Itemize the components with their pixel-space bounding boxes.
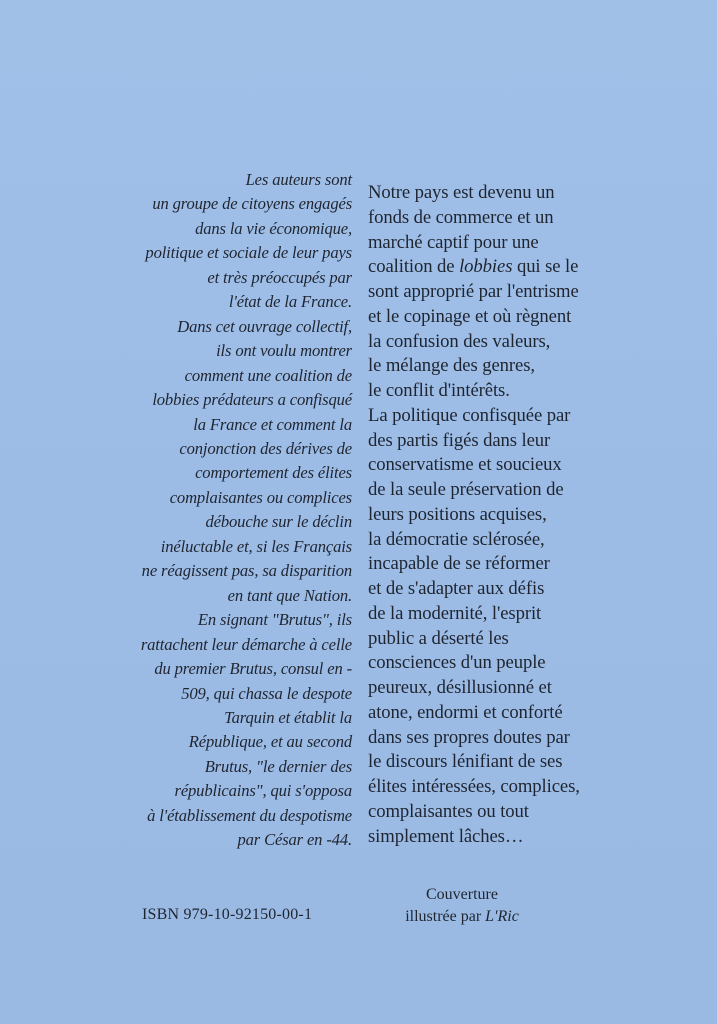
book-summary-line: consciences d'un peuple	[368, 652, 546, 674]
authors-blurb-line: du premier Brutus, consul en -	[154, 659, 352, 679]
book-summary-line: dans ses propres doutes par	[368, 726, 570, 748]
authors-blurb-line: dans la vie économique,	[195, 218, 352, 238]
cover-credit-line	[380, 906, 544, 928]
authors-blurb-line: inéluctable et, si les Français	[160, 536, 352, 556]
cover-credit-prefix: illustrée par	[405, 908, 486, 925]
authors-blurb-line: politique et sociale de leur pays	[145, 243, 352, 263]
authors-blurb-line: en tant que Nation.	[227, 585, 352, 605]
authors-blurb-line: Les auteurs sont	[245, 170, 352, 189]
book-summary-line: marché captif pour une	[368, 231, 539, 253]
authors-blurb-line: républicains", qui s'opposa	[174, 781, 352, 801]
book-summary-line: le discours lénifiant de ses	[368, 751, 563, 773]
book-summary-line	[368, 255, 638, 280]
book-summary-line: le mélange des genres,	[368, 355, 535, 377]
book-summary-line: et de s'adapter aux défis	[368, 578, 545, 599]
isbn-number: ISBN 979-10-92150-00-1	[142, 906, 313, 923]
authors-blurb-line: Dans cet ouvrage collectif,	[177, 316, 352, 336]
authors-blurb-line: Brutus, "le dernier des	[204, 756, 352, 776]
authors-blurb-line: à l'établissement du despotisme	[147, 805, 352, 825]
authors-blurb-line: Tarquin et établit la	[224, 707, 352, 727]
authors-blurb-line: débouche sur le déclin	[205, 512, 352, 532]
book-summary-line: fonds de commerce et un	[368, 206, 554, 228]
book-summary-line: incapable de se réformer	[368, 553, 550, 575]
authors-blurb-line: ne réagissent pas, sa disparition	[141, 561, 352, 581]
book-summary-line: et le copinage et où règnent	[368, 305, 572, 327]
lobbies-emphasis: lobbies	[459, 256, 513, 278]
book-summary-line: peureux, désillusionné et	[368, 677, 552, 698]
book-summary-line: simplement lâches…	[368, 825, 524, 847]
book-summary-line: la confusion des valeurs,	[368, 330, 551, 352]
book-summary-line: de la seule préservation de	[368, 479, 564, 500]
illustrator-name: L'Ric	[485, 908, 519, 925]
authors-blurb-line: l'état de la France.	[228, 292, 352, 312]
book-summary-line: public a déserté les	[368, 627, 509, 649]
authors-blurb-line: conjonction des dérives de	[179, 438, 352, 458]
book-summary-line: Notre pays est devenu un	[368, 182, 555, 203]
authors-blurb-line: comportement des élites	[195, 463, 352, 483]
book-summary-line: conservatisme et soucieux	[368, 454, 562, 476]
authors-blurb-line: République, et au second	[188, 732, 352, 752]
book-summary-line: leurs positions acquises,	[368, 503, 547, 525]
book-summary-text: coalition de	[368, 256, 460, 278]
authors-blurb-line: complaisantes ou complices	[169, 487, 352, 507]
book-summary-text: qui se le	[512, 256, 579, 278]
book-summary-line: des partis figés dans leur	[368, 429, 551, 451]
authors-blurb	[110, 168, 352, 853]
book-summary-line: la démocratie sclérosée,	[368, 528, 545, 550]
book-summary-line: complaisantes ou tout	[368, 800, 529, 822]
authors-blurb-line: et très préoccupés par	[207, 267, 352, 287]
authors-blurb-line: 509, qui chassa le despote	[181, 683, 352, 703]
cover-credit-line: Couverture	[426, 886, 498, 903]
authors-blurb-line: ils ont voulu montrer	[216, 341, 352, 361]
book-summary-line: atone, endormi et conforté	[368, 701, 563, 723]
authors-blurb-line: par César en -44.	[237, 830, 352, 850]
authors-blurb-line: En signant "Brutus", ils	[197, 610, 352, 630]
authors-blurb-line: lobbies prédateurs a confisqué	[152, 390, 352, 410]
book-summary	[368, 181, 638, 849]
book-summary-line: La politique confisquée par	[368, 404, 571, 426]
authors-blurb-line: rattachent leur démarche à celle	[140, 634, 352, 654]
book-summary-line: sont approprié par l'entrisme	[368, 281, 579, 302]
book-summary-line: le conflit d'intérêts.	[368, 380, 510, 401]
book-summary-line: de la modernité, l'esprit	[368, 602, 542, 624]
authors-blurb-line: un groupe de citoyens engagés	[152, 194, 352, 214]
book-summary-line: élites intéressées, complices,	[368, 776, 580, 797]
authors-blurb-line: comment une coalition de	[184, 365, 352, 385]
cover-credit	[380, 884, 544, 928]
authors-blurb-line: la France et comment la	[193, 414, 352, 434]
